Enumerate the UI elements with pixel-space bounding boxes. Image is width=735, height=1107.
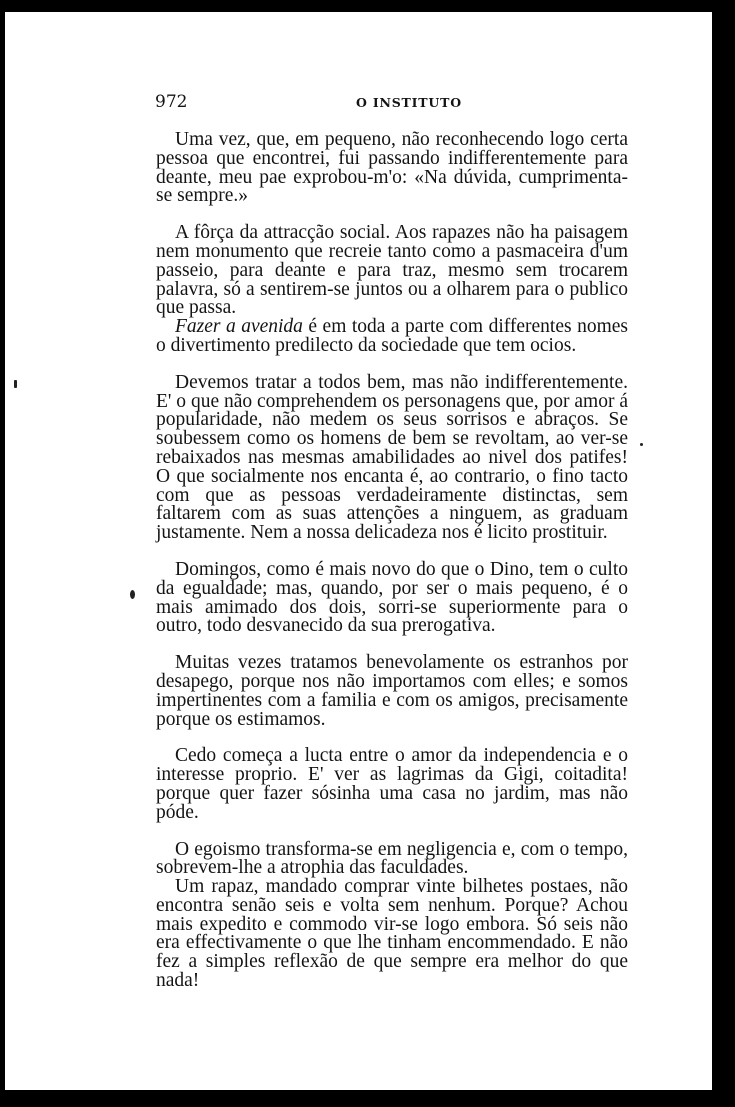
italic-phrase: Fazer a avenida <box>175 316 303 338</box>
scan-border-right <box>712 12 735 1107</box>
paragraph: Um rapaz, mandado comprar vinte bilhetes postaes, não encontra senão seis e volta sem nenhum. Porque? Achou mais expedito e commodo vir-se logo embora. Só seis não era effectivamente o que lhe tinham encommendado. E não fez a simples reflexão de que sempre era melhor do que nada! <box>156 876 628 992</box>
paragraph <box>156 318 628 356</box>
scan-border-top <box>0 0 735 12</box>
ink-speck <box>640 443 643 446</box>
paragraph: Devemos tratar a todos bem, mas não indifferentemente. E' o que não comprehendem os personagens que, por amor á popularidade, não medem os seus sorrisos e abraços. Se soubessem como os homens de bem se revoltam, ao ver-se rebaixados nas mesmas amabilidades ao nivel dos patifes! O que socialmente nos encanta é, ao contrario, o fino tacto com que as pessoas verdadeiramente distinctas, sem faltarem com as suas attenções a ninguem, as graduam justamente. Nem a nossa delicadeza nos é licito prostituir. <box>156 371 628 544</box>
paragraph: Cedo começa a lucta entre o amor da independencia e o interesse proprio. E' ver as lagrimas da Gigi, coitadita! porque quer fazer sósinha uma casa no jardim, mas não póde. <box>156 745 628 823</box>
ink-speck <box>130 590 135 599</box>
page-header <box>0 92 735 116</box>
running-title: O INSTITUTO <box>356 95 462 110</box>
ink-speck <box>14 380 17 388</box>
paragraph: A fôrça da attracção social. Aos rapazes não ha paisagem nem monumento que recreie tanto como a pasmaceira d'um passeio, para deante e para traz, mesmo sem trocarem palavra, só a sentirem-se juntos ou a olharem para o publico que passa. <box>156 222 628 319</box>
paragraph-continuation: é em toda a parte com differentes nomes o divertimento predilecto da sociedade que tem ocios. <box>156 316 628 356</box>
scan-border-bottom <box>0 1090 735 1107</box>
paragraph: O egoismo transforma-se em negligencia e, com o tempo, sobrevem-lhe a atrophia das faculdades. <box>156 838 628 879</box>
paragraph: Domingos, como é mais novo do que o Dino, tem o culto da egualdade; mas, quando, por ser o mais pequeno, é o mais amimado dos dois, sorri-se superiormente para o outro, todo desvanecido da sua prerogativa. <box>156 558 628 637</box>
page-number: 972 <box>155 92 188 112</box>
paragraph: Muitas vezes tratamos benevolamente os estranhos por desapego, porque nos não importamos com elles; e somos impertinentes com a familia e com os amigos, precisamente porque os estimamos. <box>156 652 628 730</box>
scan-border-left <box>0 0 5 1107</box>
body-text <box>156 131 628 991</box>
paragraph: Uma vez, que, em pequeno, não reconhecendo logo certa pessoa que encontrei, fui passando indifferentemente para deante, meu pae exprobou-m'o: «Na dúvida, cumprimenta-se sempre.» <box>156 129 628 207</box>
